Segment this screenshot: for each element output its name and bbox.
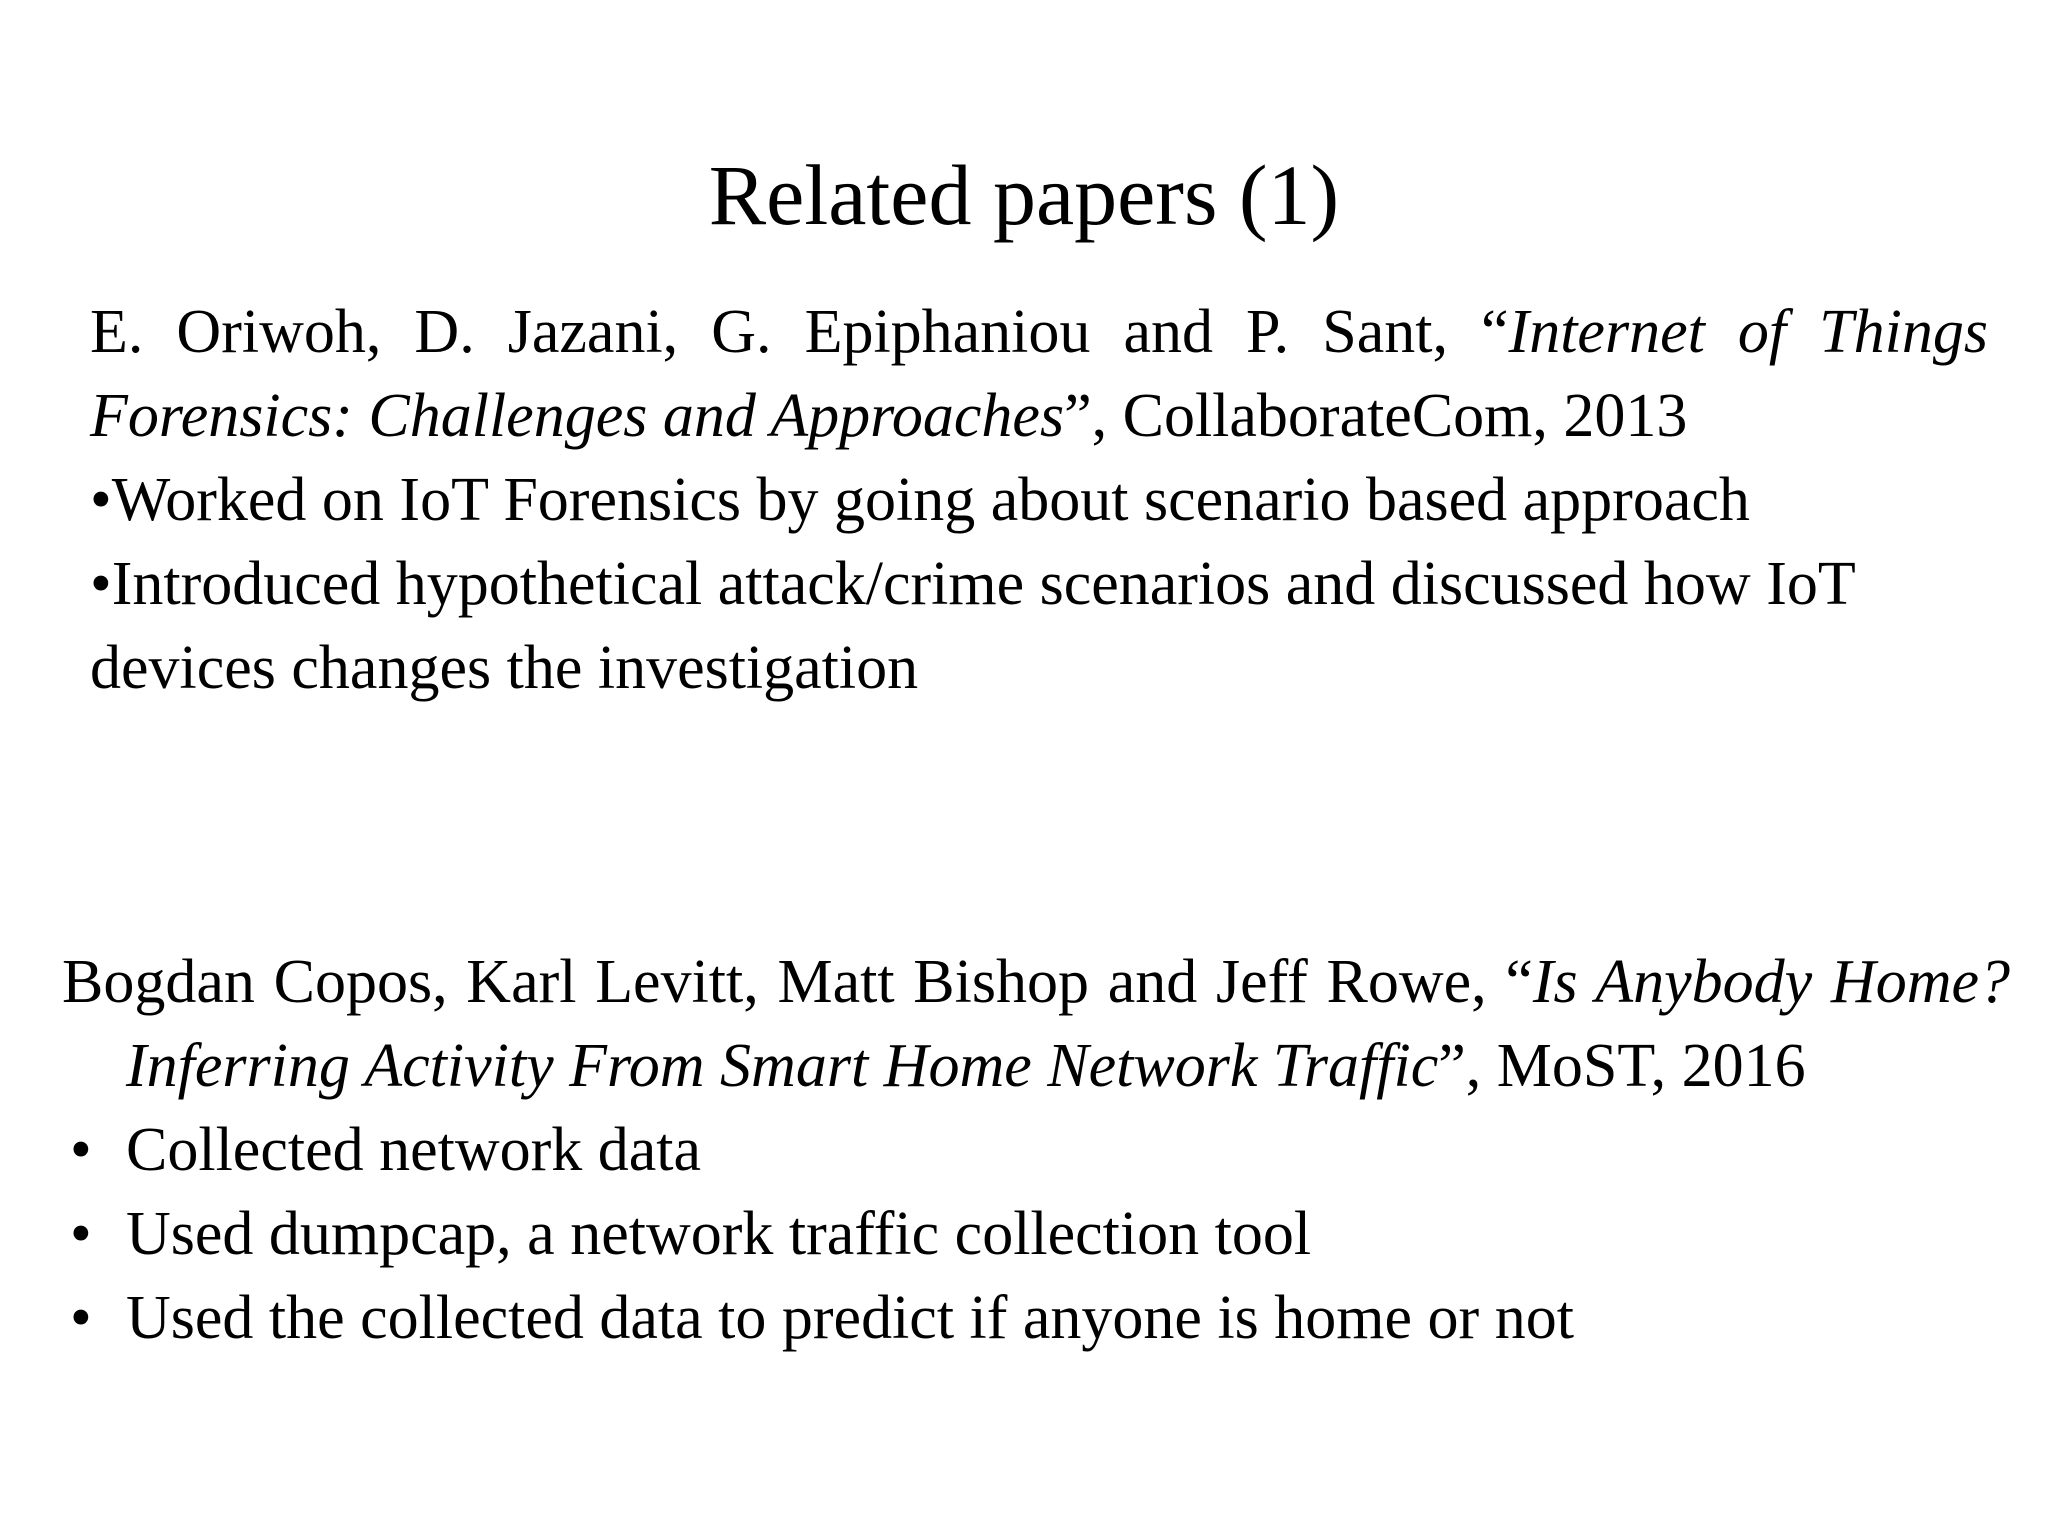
paper-2-bullet bbox=[60, 1108, 2010, 1192]
paper-2-bullet-text: Used dumpcap, a network traffic collection tool bbox=[126, 1200, 1312, 1268]
paper-1-venue: ”, CollaborateCom, 2013 bbox=[1064, 382, 1688, 450]
paper-1-authors: E. Oriwoh, D. Jazani, G. Epiphaniou and P. Sant, “ bbox=[90, 298, 1509, 366]
paper-1-citation bbox=[90, 290, 1988, 458]
bullet-dot: • bbox=[70, 1200, 92, 1268]
slide-title: Related papers (1) bbox=[708, 147, 1340, 243]
paper-1-section bbox=[90, 290, 1988, 710]
paper-2-venue: ”, MoST, 2016 bbox=[1438, 1032, 1806, 1100]
paper-1-bullet: •Worked on IoT Forensics by going about scenario based approach bbox=[90, 466, 1750, 534]
paper-2-authors: Bogdan Copos, Karl Levitt, Matt Bishop and Jeff Rowe, “ bbox=[62, 948, 1533, 1016]
paper-2-bullet bbox=[60, 1192, 2010, 1276]
bullet-dot: • bbox=[70, 1116, 92, 1184]
bullet-dot: • bbox=[70, 1284, 92, 1352]
paper-2-citation bbox=[60, 940, 2010, 1108]
paper-2-bullet bbox=[60, 1276, 2010, 1360]
paper-2-bullet-list bbox=[60, 1108, 2010, 1360]
paper-2-title: Is Anybody Home? Inferring Activity From Smart Home Network Traffic bbox=[126, 948, 2010, 1100]
paper-2-bullet-text: Collected network data bbox=[126, 1116, 702, 1184]
paper-2-section bbox=[60, 940, 2010, 1360]
paper-1-title: Internet of Things Forensics: Challenges and Approaches bbox=[90, 298, 1988, 450]
paper-2-bullet-text: Used the collected data to predict if anyone is home or not bbox=[126, 1284, 1574, 1352]
paper-1-bullet: •Introduced hypothetical attack/crime scenarios and discussed how IoT devices changes the investigation bbox=[90, 550, 1855, 702]
